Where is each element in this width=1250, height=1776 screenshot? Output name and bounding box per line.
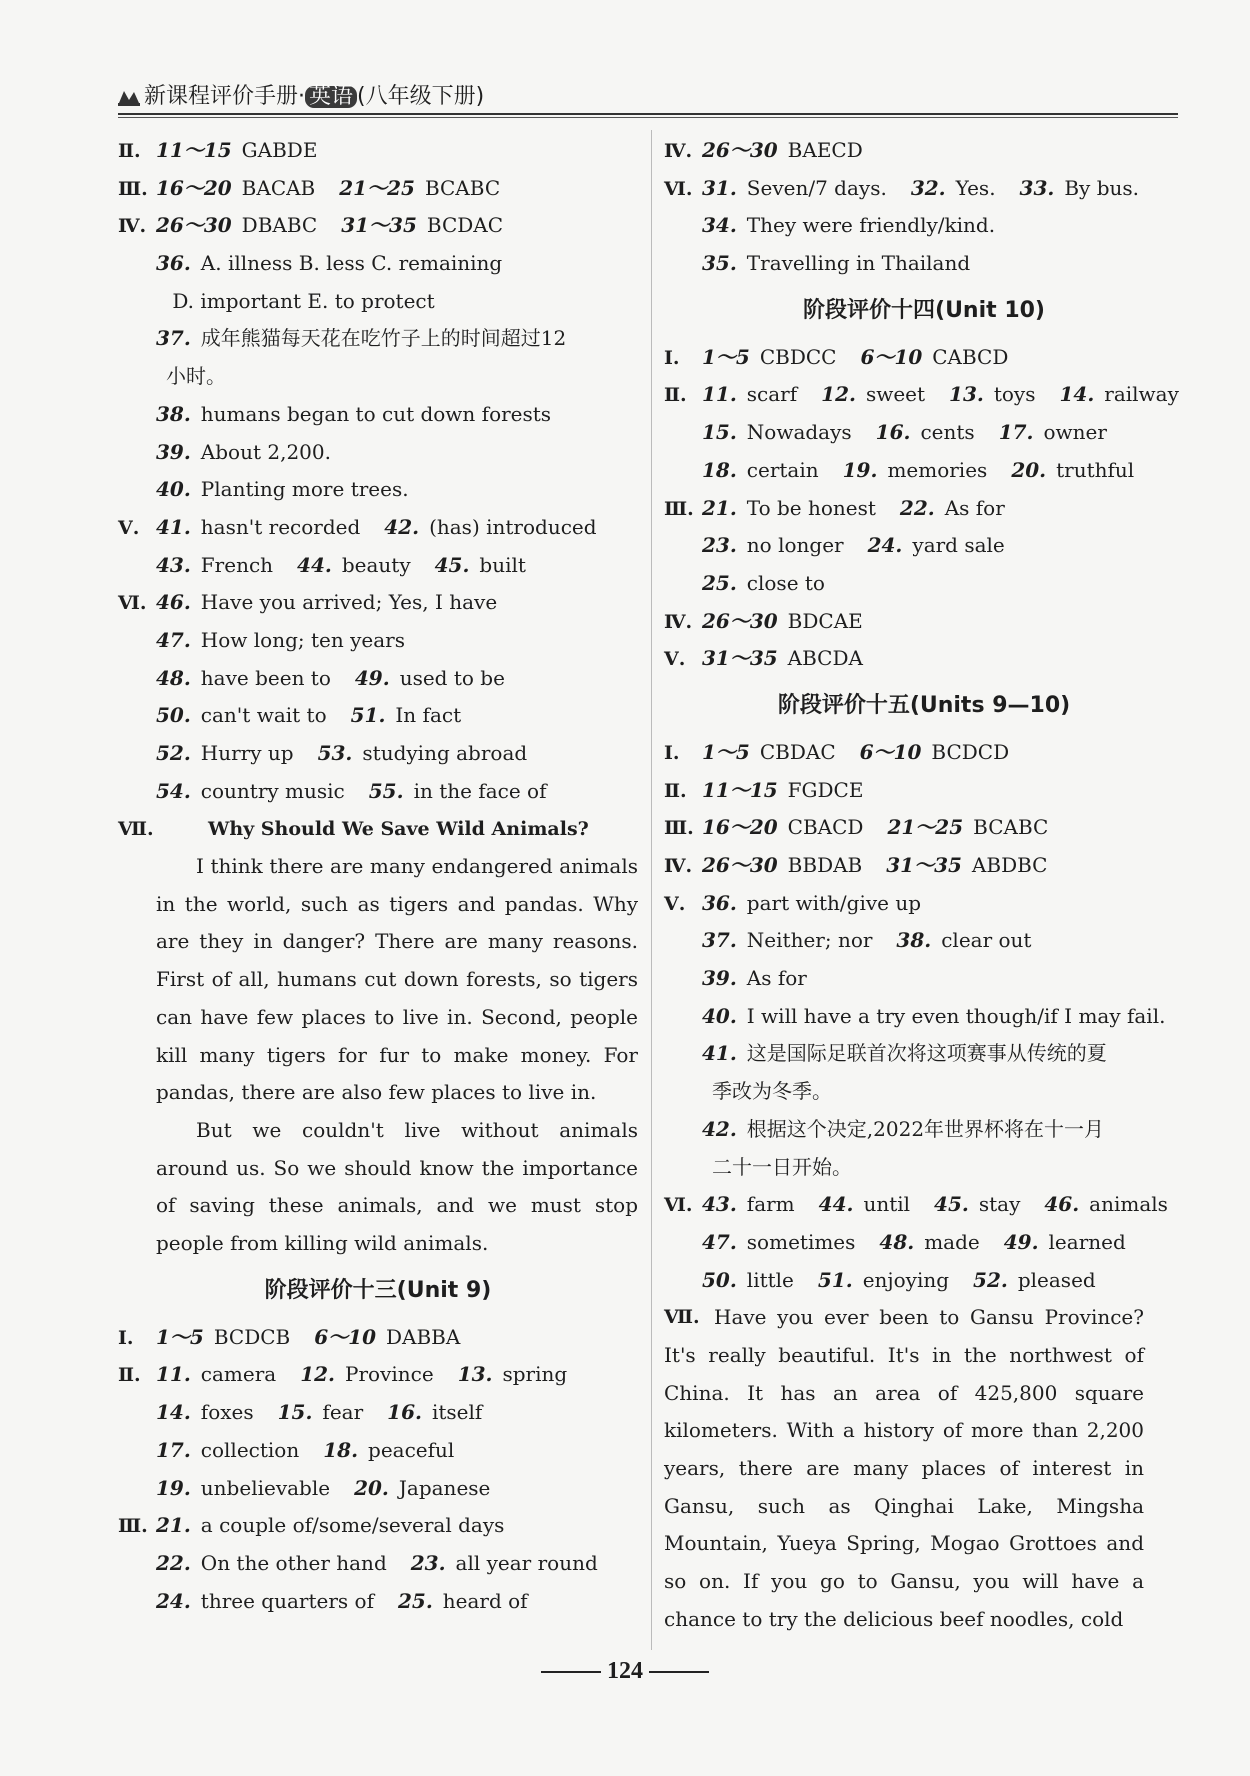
answer-text: beauty xyxy=(341,552,411,577)
answer-line xyxy=(664,1149,1184,1187)
answer-text: have been to xyxy=(200,665,331,690)
section-numeral: Ⅲ. xyxy=(664,497,694,520)
question-number: 21～25 xyxy=(887,815,964,840)
answer-text: ABDBC xyxy=(971,853,1048,877)
answer-text: humans began to cut down forests xyxy=(200,401,552,426)
question-number: 26～30 xyxy=(156,213,232,238)
question-number: 16. xyxy=(875,420,911,445)
question-number: 41. xyxy=(702,1041,737,1066)
question-number: 25. xyxy=(397,1588,433,1613)
question-number: 32. xyxy=(910,175,946,200)
answer-text: clear out xyxy=(941,928,1032,953)
question-number: 1～5 xyxy=(702,739,750,764)
left-answer-lines xyxy=(118,132,638,810)
answer-text: learned xyxy=(1048,1229,1126,1254)
question-number: 51. xyxy=(350,703,386,728)
question-number: 53. xyxy=(317,741,353,765)
header-rule xyxy=(118,113,1178,115)
header-subject: 英语 xyxy=(305,86,357,108)
answer-text: little xyxy=(746,1267,794,1292)
answer-line xyxy=(118,471,638,509)
section-numeral: Ⅰ. xyxy=(664,346,680,369)
answer-text: CBACD xyxy=(787,815,864,840)
section-numeral: Ⅱ. xyxy=(118,1364,141,1387)
question-number: 24. xyxy=(867,533,903,558)
question-number: 22. xyxy=(899,495,935,520)
question-number: 39. xyxy=(702,966,737,991)
answer-line xyxy=(118,1356,638,1394)
question-number: 14. xyxy=(156,1400,191,1425)
section-numeral: Ⅵ. xyxy=(664,1194,693,1217)
answer-text: owner xyxy=(1043,420,1107,445)
answer-line xyxy=(118,1470,638,1508)
answer-text: memories xyxy=(887,457,988,482)
answer-line xyxy=(664,414,1184,452)
passage-body xyxy=(664,1299,1144,1638)
answer-text: fear xyxy=(322,1400,364,1425)
question-number: 11～15 xyxy=(702,777,778,802)
answer-text: sweet xyxy=(865,382,926,407)
answer-text: 季改为冬季。 xyxy=(712,1079,832,1104)
answer-text: By bus. xyxy=(1064,175,1140,200)
answer-text: Seven/7 days. xyxy=(746,175,887,200)
question-number: 17. xyxy=(156,1437,191,1462)
section-15-title: 阶段评价十五(Units 9—10) xyxy=(777,692,1071,718)
answer-line xyxy=(118,1394,638,1432)
answer-line xyxy=(664,603,1184,641)
essay-title: Why Should We Save Wild Animals? xyxy=(208,818,589,841)
answer-text: camera xyxy=(200,1362,277,1387)
answer-line xyxy=(664,565,1184,603)
question-number: 11. xyxy=(156,1362,191,1387)
question-number: 47. xyxy=(156,627,191,652)
question-number: 48. xyxy=(879,1229,915,1254)
answer-text: Nowadays xyxy=(746,420,852,445)
answer-line xyxy=(664,207,1184,245)
answer-line xyxy=(664,772,1184,810)
question-number: 16～20 xyxy=(156,175,232,200)
answer-text: stay xyxy=(978,1192,1021,1217)
answer-text: A. illness B. less C. remaining xyxy=(200,251,503,276)
section-numeral: Ⅵ. xyxy=(664,177,693,200)
section-numeral: Ⅳ. xyxy=(118,215,147,238)
section-13-lines xyxy=(118,1319,638,1621)
question-number: 38. xyxy=(896,928,932,953)
question-number: 43. xyxy=(702,1192,737,1217)
header-title-suffix: (八年级下册) xyxy=(357,84,485,109)
question-number: 31～35 xyxy=(702,646,778,671)
section-14-lines xyxy=(664,339,1184,678)
question-number: 50. xyxy=(702,1267,737,1292)
question-number: 35. xyxy=(702,251,737,276)
question-number: 47. xyxy=(702,1229,737,1254)
answer-text: BDCAE xyxy=(787,608,863,633)
passage-text: Have you ever been to Gansu Province? It's really beautiful. It's in the northwest of China. It has an area of 425,800 square kilometers. With a history of more than 2,200 years, there are many places of interest in Gansu, such as Qinghai Lake, Mingsha Mountain, Yueya Spring, Mogao Grottoes and so on. If you go to Gansu, you will have a chance to try the delicious beef noodles, cold xyxy=(664,1305,1144,1631)
answer-text: until xyxy=(863,1192,911,1217)
section-numeral: Ⅶ. xyxy=(118,818,154,841)
answer-text: Hurry up xyxy=(200,741,294,765)
essay-title-line xyxy=(118,810,638,848)
answer-text: Province xyxy=(345,1362,434,1387)
answer-text: cents xyxy=(920,420,975,445)
question-number: 44. xyxy=(818,1192,854,1217)
section-numeral: Ⅱ. xyxy=(118,140,141,162)
answer-text: As for xyxy=(746,966,807,991)
answer-line xyxy=(118,1545,638,1583)
right-column xyxy=(664,132,1184,1639)
answer-line xyxy=(664,960,1184,998)
question-number: 15. xyxy=(277,1400,313,1425)
answer-text: BACAB xyxy=(241,175,316,200)
question-number: 17. xyxy=(998,420,1034,445)
answer-text: To be honest xyxy=(746,495,876,520)
question-number: 26～30 xyxy=(702,138,778,162)
answer-text: studying abroad xyxy=(362,741,528,765)
section-numeral: Ⅳ. xyxy=(664,140,693,162)
answer-line xyxy=(664,809,1184,847)
answer-line xyxy=(118,170,638,208)
answer-line xyxy=(664,245,1184,283)
question-number: 16. xyxy=(387,1400,422,1425)
answer-text: 根据这个决定,2022年世界杯将在十一月 xyxy=(746,1116,1105,1141)
answer-line xyxy=(118,283,638,321)
answer-text: truthful xyxy=(1056,457,1135,482)
section-numeral: Ⅲ. xyxy=(118,1515,148,1538)
answer-text: FGDCE xyxy=(787,777,864,802)
answer-text: BCDCB xyxy=(213,1324,291,1349)
answer-text: In fact xyxy=(395,703,462,728)
answer-line xyxy=(664,734,1184,772)
answer-line xyxy=(664,847,1184,885)
answer-text: hasn't recorded xyxy=(200,514,361,539)
section-numeral: Ⅰ. xyxy=(118,1326,134,1349)
answer-text: a couple of/some/several days xyxy=(200,1513,505,1538)
question-number: 49. xyxy=(354,665,390,690)
answer-text: 小时。 xyxy=(166,364,226,389)
answer-text: peaceful xyxy=(368,1437,455,1462)
answer-text: pleased xyxy=(1017,1267,1096,1292)
question-number: 15. xyxy=(702,420,737,445)
answer-text: sometimes xyxy=(746,1229,856,1254)
question-number: 36. xyxy=(156,251,191,276)
question-number: 19. xyxy=(842,457,878,482)
answer-line xyxy=(664,1186,1184,1224)
section-numeral: Ⅶ. xyxy=(664,1306,700,1329)
question-number: 51. xyxy=(817,1267,853,1292)
answer-line xyxy=(118,207,638,245)
answer-line xyxy=(118,773,638,811)
answer-text: country music xyxy=(200,778,345,803)
header-rule-thin xyxy=(118,117,1178,118)
question-number: 11. xyxy=(702,382,737,407)
question-number: 12. xyxy=(300,1362,336,1387)
answer-text: can't wait to xyxy=(200,703,327,728)
question-number: 40. xyxy=(702,1003,737,1028)
question-number: 20. xyxy=(1011,457,1047,482)
answer-text: CBDAC xyxy=(759,739,836,764)
question-number: 14. xyxy=(1059,382,1095,407)
question-number: 43. xyxy=(156,552,191,577)
question-number: 1～5 xyxy=(702,344,750,369)
question-number: 1～5 xyxy=(156,1324,204,1349)
answer-line xyxy=(118,245,638,283)
question-number: 44. xyxy=(297,552,332,577)
question-number: 49. xyxy=(1003,1229,1039,1254)
answer-text: CBDCC xyxy=(759,344,837,369)
answer-text: Have you arrived; Yes, I have xyxy=(200,590,498,615)
question-number: 31～35 xyxy=(341,213,417,238)
question-number: 31. xyxy=(702,175,737,200)
question-number: 12. xyxy=(821,382,856,407)
question-number: 34. xyxy=(702,213,737,238)
answer-text: DBABC xyxy=(241,213,318,238)
answer-line xyxy=(664,1035,1184,1073)
section-14-title: 阶段评价十四(Unit 10) xyxy=(803,297,1045,323)
answer-text: BCDCD xyxy=(931,739,1010,764)
answer-line xyxy=(118,358,638,396)
answer-line xyxy=(118,1319,638,1357)
answer-line xyxy=(664,527,1184,565)
section-numeral: Ⅴ. xyxy=(664,892,686,915)
question-number: 52. xyxy=(973,1267,1008,1292)
question-number: 52. xyxy=(156,741,191,765)
answer-line xyxy=(118,1583,638,1621)
answer-text: yard sale xyxy=(912,533,1005,558)
page-footer xyxy=(0,1658,1250,1685)
question-number: 6～10 xyxy=(860,344,923,369)
question-number: 20. xyxy=(354,1475,389,1500)
answer-text: BCDAC xyxy=(426,213,504,238)
section-numeral: Ⅳ. xyxy=(664,610,693,633)
answer-text: (has) introduced xyxy=(429,514,597,539)
answer-text: railway xyxy=(1104,382,1179,407)
question-number: 45. xyxy=(934,1192,969,1217)
answer-text: no longer xyxy=(746,533,844,558)
answer-line xyxy=(118,1507,638,1545)
answer-text: 成年熊猫每天花在吃竹子上的时间超过12 xyxy=(200,326,567,351)
answer-line xyxy=(664,998,1184,1036)
section-numeral: Ⅳ. xyxy=(664,855,693,877)
answer-line xyxy=(664,376,1184,414)
answer-text: Yes. xyxy=(955,175,996,200)
section-numeral: Ⅴ. xyxy=(664,648,686,671)
question-number: 33. xyxy=(1019,175,1055,200)
answer-text: ABCDA xyxy=(787,646,863,671)
answer-text: I will have a try even though/if I may fail. xyxy=(746,1003,1166,1028)
answer-text: spring xyxy=(502,1362,568,1387)
answer-line xyxy=(118,547,638,585)
answer-line xyxy=(118,509,638,547)
answer-text: About 2,200. xyxy=(200,439,331,464)
question-number: 54. xyxy=(156,778,191,803)
answer-text: They were friendly/kind. xyxy=(746,213,996,238)
section-15-lines xyxy=(664,734,1184,1299)
answer-text: collection xyxy=(200,1437,300,1462)
answer-text: in the face of xyxy=(413,778,547,803)
question-number: 25. xyxy=(702,570,737,595)
answer-line xyxy=(664,1111,1184,1149)
question-number: 42. xyxy=(702,1116,737,1141)
book-logo-icon xyxy=(118,88,140,106)
answer-text: GABDE xyxy=(241,138,318,162)
answer-text: Neither; nor xyxy=(746,928,873,953)
answer-text: certain xyxy=(746,457,819,482)
answer-line xyxy=(664,1073,1184,1111)
question-number: 37. xyxy=(156,326,191,351)
question-number: 16～20 xyxy=(702,815,778,840)
answer-line xyxy=(118,1432,638,1470)
answer-text: On the other hand xyxy=(200,1550,387,1575)
answer-text: unbelievable xyxy=(200,1475,331,1500)
answer-text: heard of xyxy=(442,1588,528,1613)
section-numeral: Ⅴ. xyxy=(118,516,140,539)
answer-text: Japanese xyxy=(398,1475,491,1500)
answer-text: itself xyxy=(431,1400,483,1425)
answer-text: foxes xyxy=(200,1400,254,1425)
answer-text: CABCD xyxy=(932,344,1009,369)
section-numeral: Ⅰ. xyxy=(664,741,680,764)
section-numeral: Ⅱ. xyxy=(664,384,687,407)
answer-line xyxy=(664,640,1184,678)
header-title-prefix: 新课程评价手册· xyxy=(144,84,305,109)
question-number: 26～30 xyxy=(702,608,778,633)
answer-text: How long; ten years xyxy=(200,627,405,652)
question-number: 46. xyxy=(156,590,191,615)
left-column xyxy=(118,132,638,1620)
page-header xyxy=(118,80,1176,114)
answer-line xyxy=(664,885,1184,923)
answer-text: 二十一日开始。 xyxy=(712,1154,852,1179)
essay-paragraph-2: But we couldn't live without animals around us. So we should know the importance of saving these animals, and we must stop people from killing wild animals. xyxy=(156,1117,638,1256)
answer-line xyxy=(118,735,638,773)
question-number: 23. xyxy=(702,533,737,558)
answer-text: BBDAB xyxy=(787,853,863,877)
question-number: 31～35 xyxy=(886,853,962,877)
question-number: 11～15 xyxy=(156,138,232,162)
answer-text: close to xyxy=(746,570,825,595)
answer-line xyxy=(118,697,638,735)
answer-line xyxy=(118,434,638,472)
answer-line xyxy=(118,660,638,698)
answer-text: 这是国际足联首次将这项赛事从传统的夏 xyxy=(746,1041,1107,1066)
answer-text: BCABC xyxy=(973,815,1049,840)
page-number: 124 xyxy=(607,1658,643,1684)
question-number: 19. xyxy=(156,1475,191,1500)
question-number: 55. xyxy=(368,778,404,803)
question-number: 24. xyxy=(156,1588,191,1613)
question-number: 26～30 xyxy=(702,853,778,877)
answer-line xyxy=(118,396,638,434)
section-numeral: Ⅲ. xyxy=(118,177,148,200)
column-divider xyxy=(651,130,652,1650)
answer-line xyxy=(664,170,1184,208)
question-number: 46. xyxy=(1044,1192,1080,1217)
answer-line xyxy=(664,1224,1184,1262)
question-number: 21. xyxy=(702,495,737,520)
answer-text: BAECD xyxy=(787,138,863,162)
right-top-lines xyxy=(664,132,1184,283)
question-number: 40. xyxy=(156,477,191,502)
section-numeral: Ⅱ. xyxy=(664,779,687,802)
answer-line xyxy=(118,584,638,622)
essay-body xyxy=(118,848,638,1263)
section-numeral: Ⅵ. xyxy=(118,592,147,615)
answer-text: farm xyxy=(746,1192,795,1217)
answer-text: made xyxy=(924,1229,980,1254)
section-numeral: Ⅲ. xyxy=(664,817,694,840)
answer-text: all year round xyxy=(455,1550,598,1575)
answer-line xyxy=(664,339,1184,377)
essay-paragraph-1: I think there are many endangered animals in the world, such as tigers and pandas. Why are they in danger? There are many reasons. First of all, humans cut down forests, so tigers can have few places to live in. Second, people kill many tigers for fur to make money. For pandas, there are also few places to live in. xyxy=(156,854,638,1105)
answer-text: built xyxy=(479,552,526,577)
answer-line xyxy=(664,452,1184,490)
question-number: 22. xyxy=(156,1550,191,1575)
question-number: 48. xyxy=(156,665,191,690)
footer-decoration-right xyxy=(649,1671,709,1673)
question-number: 37. xyxy=(702,928,737,953)
answer-text: enjoying xyxy=(862,1267,950,1292)
answer-text: Travelling in Thailand xyxy=(746,251,971,276)
question-number: 13. xyxy=(949,382,984,407)
question-number: 41. xyxy=(156,514,191,539)
question-number: 18. xyxy=(702,457,737,482)
answer-text: BCABC xyxy=(424,175,501,200)
footer-decoration-left xyxy=(541,1671,601,1673)
answer-text: three quarters of xyxy=(200,1588,374,1613)
question-number: 45. xyxy=(434,552,470,577)
answer-text: French xyxy=(200,552,274,577)
answer-text: As for xyxy=(944,495,1005,520)
answer-text: part with/give up xyxy=(746,890,922,915)
answer-text: used to be xyxy=(399,665,505,690)
question-number: 21. xyxy=(156,1513,191,1538)
question-number: 21～25 xyxy=(339,175,415,200)
answer-text: Planting more trees. xyxy=(200,477,409,502)
answer-line xyxy=(664,1262,1184,1300)
answer-line xyxy=(118,132,638,170)
answer-text: DABBA xyxy=(386,1324,461,1349)
question-number: 23. xyxy=(410,1550,446,1575)
question-number: 6～10 xyxy=(859,739,922,764)
answer-line xyxy=(664,132,1184,170)
section-13-title: 阶段评价十三(Unit 9) xyxy=(264,1277,492,1303)
answer-line xyxy=(118,622,638,660)
question-number: 50. xyxy=(156,703,191,728)
question-number: 39. xyxy=(156,439,191,464)
question-number: 13. xyxy=(457,1362,493,1387)
question-number: 36. xyxy=(702,890,737,915)
answer-text: animals xyxy=(1089,1192,1168,1217)
answer-line xyxy=(664,490,1184,528)
question-number: 6～10 xyxy=(314,1324,376,1349)
answer-text: D. important E. to protect xyxy=(166,288,435,313)
answer-line xyxy=(664,922,1184,960)
question-number: 38. xyxy=(156,401,191,426)
question-number: 42. xyxy=(384,514,420,539)
question-number: 18. xyxy=(323,1437,359,1462)
answer-text: toys xyxy=(993,382,1036,407)
answer-text: scarf xyxy=(746,382,798,407)
answer-line xyxy=(118,320,638,358)
